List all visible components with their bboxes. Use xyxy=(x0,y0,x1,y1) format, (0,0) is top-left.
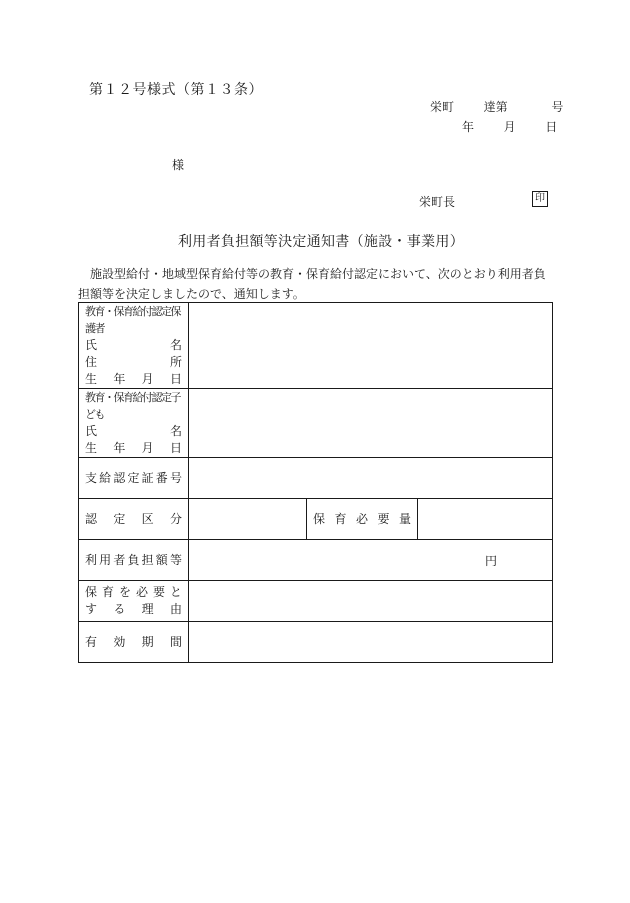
fee-label: 利 用 者 負 担 額 等 xyxy=(85,552,182,567)
category-label-cell xyxy=(79,499,189,540)
child-value-cell[interactable] xyxy=(189,389,553,458)
certificate-value-cell[interactable] xyxy=(189,458,553,499)
fee-value-cell[interactable] xyxy=(189,540,553,581)
month-label: 月 xyxy=(503,120,516,134)
reason-value-cell[interactable] xyxy=(189,581,553,622)
child-name-label: 氏 名 xyxy=(85,424,182,438)
fee-label-cell xyxy=(79,540,189,581)
childcare-amount-label-cell xyxy=(307,499,418,540)
office-name: 栄町 xyxy=(430,100,455,114)
child-label-cell xyxy=(79,389,189,458)
reason-label-line2: す る 理 由 xyxy=(85,602,182,616)
fee-row xyxy=(79,540,553,581)
childcare-amount-label: 保 育 必 要 量 xyxy=(313,511,411,526)
sender-title: 栄町長 xyxy=(419,195,456,209)
reason-row xyxy=(79,581,553,622)
tatsu-label: 達第 xyxy=(483,100,508,114)
go-label: 号 xyxy=(551,100,564,114)
guardian-row xyxy=(79,303,553,389)
childcare-amount-value-cell[interactable] xyxy=(418,499,553,540)
validity-value-cell[interactable] xyxy=(189,622,553,663)
guardian-heading: 教育・保育給付認定保護者 xyxy=(85,305,180,335)
child-row xyxy=(79,389,553,458)
form-number: 第１２号様式（第１３条） xyxy=(89,82,263,98)
category-value-cell[interactable] xyxy=(189,499,307,540)
body-text: 施設型給付・地域型保育給付等の教育・保育給付認定において、次のとおり利用者負担額等を決定しましたので、通知します。 xyxy=(78,267,546,301)
decision-table xyxy=(78,302,553,663)
reason-label-line1: 保 育 を 必 要 と xyxy=(85,585,182,599)
document-title: 利用者負担額等決定通知書（施設・事業用） xyxy=(178,234,464,250)
child-heading: 教育・保育給付認定子ども xyxy=(85,391,180,421)
date-line xyxy=(462,118,557,135)
certificate-number-label: 支 給 認 定 証 番 号 xyxy=(85,470,182,485)
validity-label: 有 効 期 間 xyxy=(85,634,182,649)
yen-unit: 円 xyxy=(485,553,498,568)
category-row xyxy=(79,499,553,540)
year-label: 年 xyxy=(462,120,475,134)
day-label: 日 xyxy=(545,120,558,134)
category-label: 認 定 区 分 xyxy=(85,511,182,526)
reason-label-cell xyxy=(79,581,189,622)
child-birth-label: 生 年 月 日 xyxy=(85,441,182,455)
document-number-line xyxy=(430,98,563,115)
seal-mark: 印 xyxy=(532,191,548,207)
validity-label-cell xyxy=(79,622,189,663)
certificate-label-cell xyxy=(79,458,189,499)
validity-row xyxy=(79,622,553,663)
guardian-label-cell xyxy=(79,303,189,389)
guardian-address-label: 住 所 xyxy=(85,355,182,369)
recipient-suffix: 様 xyxy=(172,158,185,172)
certificate-row xyxy=(79,458,553,499)
guardian-birth-label: 生 年 月 日 xyxy=(85,372,182,386)
guardian-value-cell[interactable] xyxy=(189,303,553,389)
guardian-name-label: 氏 名 xyxy=(85,338,182,352)
